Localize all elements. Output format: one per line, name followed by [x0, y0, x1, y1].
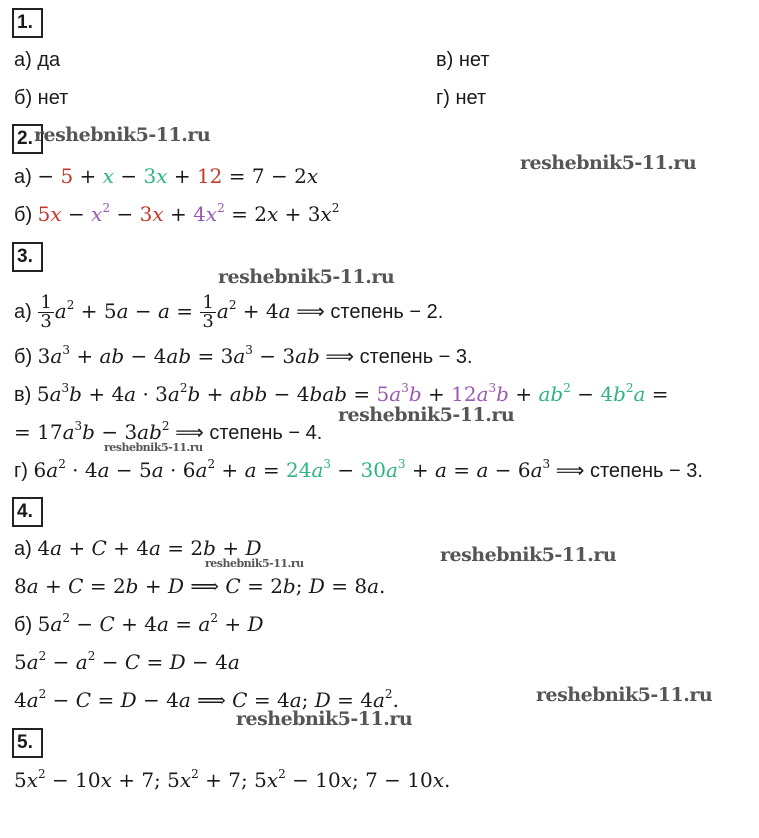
- task2-line-b: б) $5x - x^2 - 3x + 4x^2 = 2x + 3x^2$: [14, 201, 340, 226]
- watermark: reshebnik5-11.ru: [536, 684, 713, 706]
- task1-answer-g: г) нет: [436, 87, 487, 109]
- watermark: reshebnik5-11.ru: [338, 404, 515, 426]
- task4-line-b2: $5a^2 - a^2 - C = D - 4a$: [14, 649, 240, 674]
- task1-answer-a: а) да: [14, 49, 61, 71]
- watermark: reshebnik5-11.ru: [440, 544, 617, 566]
- watermark: reshebnik5-11.ru: [236, 708, 413, 730]
- task4-line-b1: б) $5a^2 - C + 4a = a^2 + D$: [14, 611, 264, 636]
- watermark: reshebnik5-11.ru: [104, 441, 203, 454]
- section-number-1: 1.: [12, 8, 43, 38]
- watermark: reshebnik5-11.ru: [205, 557, 304, 570]
- section-number-3: 3.: [12, 242, 43, 272]
- task3-line-v2: = $17a^3b - 3ab^2$ ⟹ степень − 4.: [14, 419, 323, 444]
- section-number-5: 5.: [12, 728, 43, 758]
- task4-line-a1: а) 4a + C + 4a = 2b + D: [14, 536, 262, 560]
- task2-line-a: а) − 5 + x − 3x + 12 = 7 − 2x: [14, 164, 319, 188]
- task3-line-a: а) $\frac{1}{3}$ $a^2 + 5a - a$ = $\frac{1}{3}$ $a^2 + 4a$ ⟹ степень − 2.: [14, 292, 444, 332]
- task4-line-b3: $4a^2 - C = D - 4a$ ⟹ C = 4a; $D = 4a^2$.: [14, 687, 399, 712]
- watermark: reshebnik5-11.ru: [34, 124, 211, 146]
- task3-line-v1: в) $5a^3b + 4a \cdot 3a^2b$ + abb − $4bab = 5a^3b + 12a^3b + ab^2 - 4b^2a$ =: [14, 381, 669, 406]
- task1-answer-b: б) нет: [14, 87, 69, 109]
- task5-line: $5x^2 - 10x + 7$; $5x^2 + 7$; $5x^2 - 10x$; 7 − 10x.: [14, 767, 451, 792]
- task3-line-g: г) $6a^2 \cdot 4a - 5a \cdot 6a^2 + a = 24a^3 - 30a^3 + a = a - 6a^3$ ⟹ степень − 3.: [14, 457, 703, 482]
- section-number-4: 4.: [12, 497, 43, 527]
- watermark: reshebnik5-11.ru: [520, 152, 697, 174]
- watermark: reshebnik5-11.ru: [218, 266, 395, 288]
- task4-line-a2: 8a + C = 2b + D ⟹ C = 2b; D = 8a.: [14, 574, 386, 598]
- task3-line-b: б) $3a^3$ + ab − $4ab = 3a^3 - 3ab$ ⟹ степень − 3.: [14, 343, 473, 368]
- section-number-2: 2.: [12, 124, 43, 154]
- task1-answer-v: в) нет: [436, 49, 490, 71]
